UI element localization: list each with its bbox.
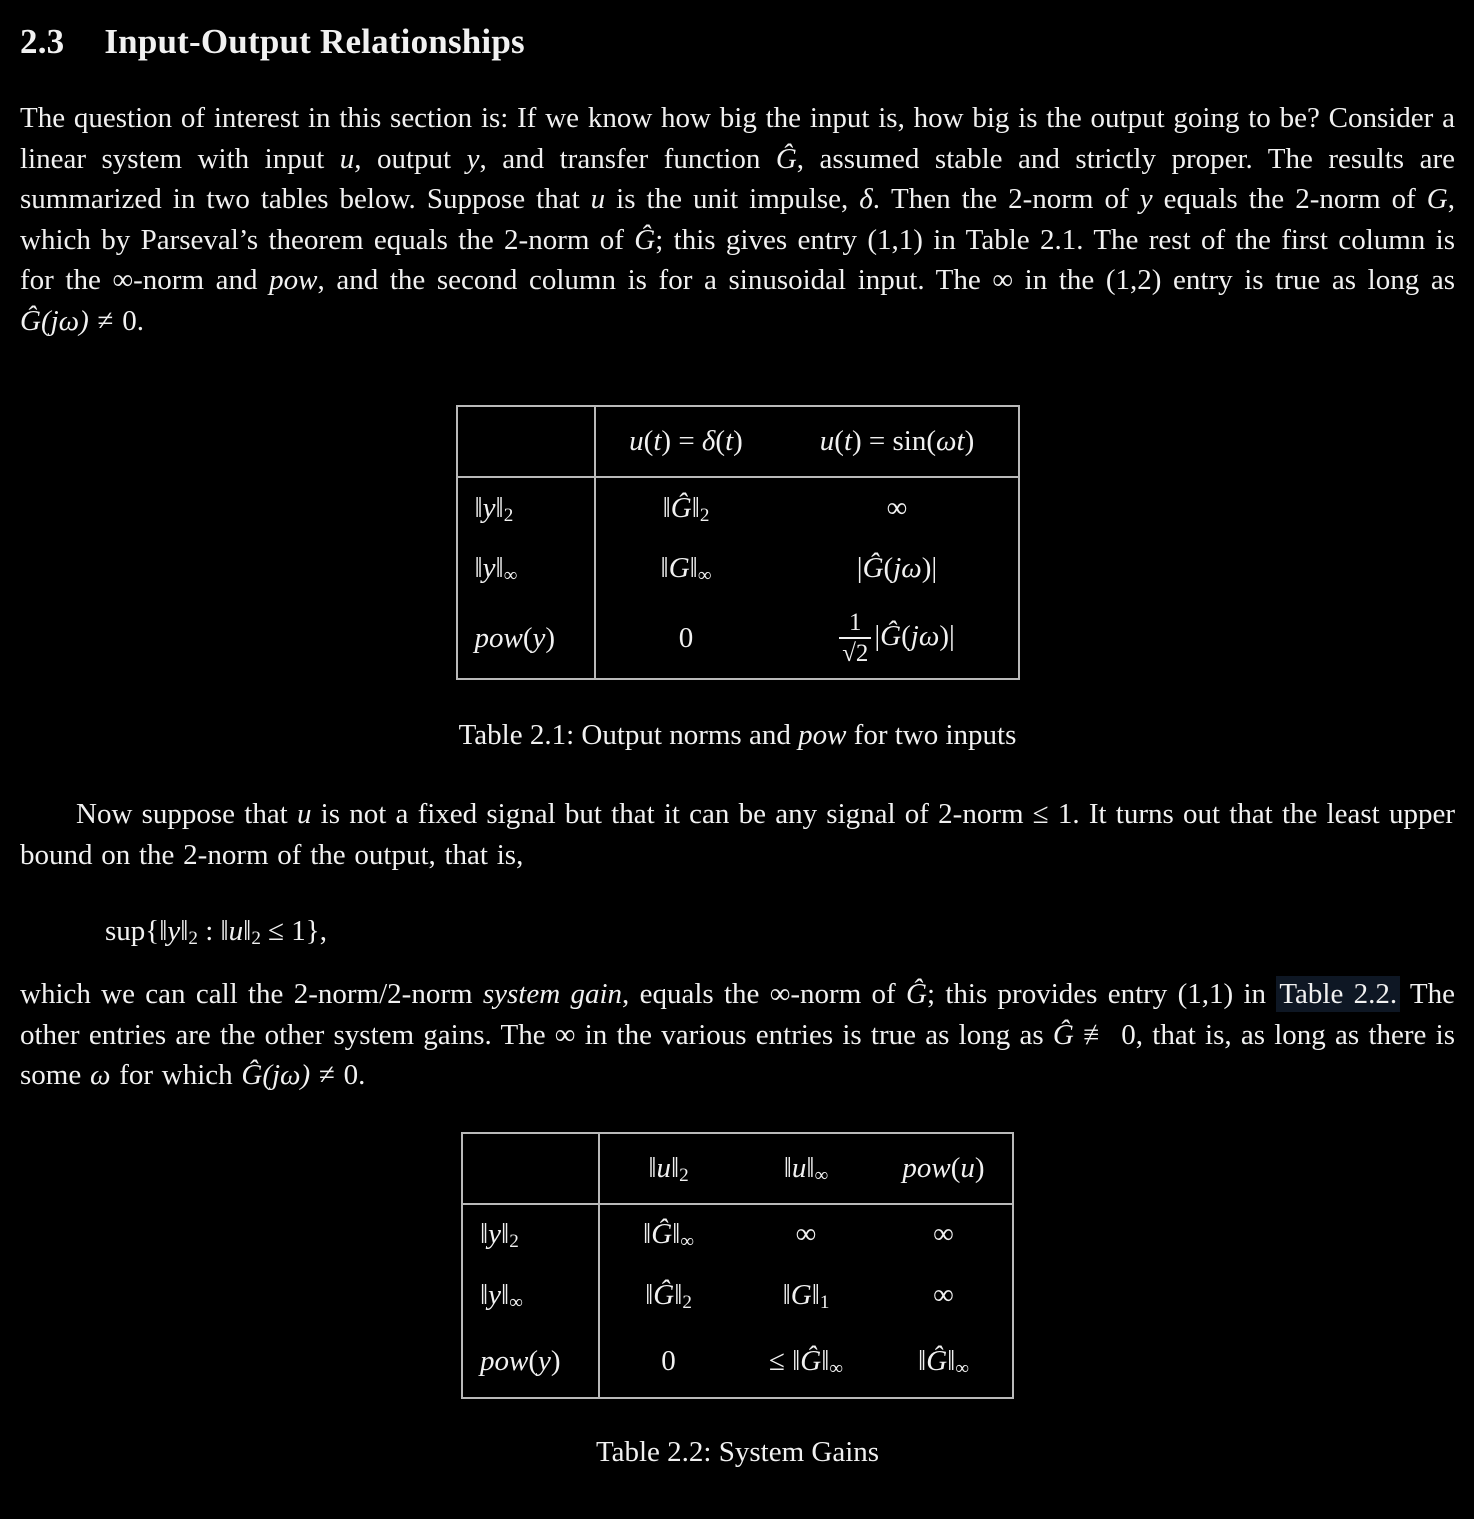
text-run: y <box>466 142 480 175</box>
text-run: Ĝ <box>775 142 797 175</box>
table-row <box>457 406 1019 477</box>
section-heading <box>20 22 1455 62</box>
text-run: ; this gives entry (1,1) in Table 2.1. The rest of the first column is for the ∞-norm and <box>20 223 1455 296</box>
text-run: y <box>532 622 546 654</box>
text-run: u <box>590 183 606 215</box>
table-row <box>462 1204 1013 1265</box>
text-run: y <box>1139 183 1153 215</box>
table-row <box>462 1133 1013 1204</box>
text-run: ‖ <box>480 1218 489 1250</box>
row-label-pow-y <box>462 1326 599 1398</box>
text-run: pow <box>474 622 523 654</box>
text-run: ) <box>964 425 975 457</box>
text-run: Ĝ <box>880 620 902 653</box>
table-2-2-wrapper <box>20 1132 1455 1399</box>
text-run: t <box>653 425 662 457</box>
text-run: t <box>725 425 734 457</box>
text-run: ( <box>643 425 654 457</box>
table-cell <box>777 599 1019 679</box>
table-cell <box>875 1204 1013 1265</box>
text-run: ‖ <box>648 1151 657 1184</box>
row-label-y-infnorm <box>457 538 595 599</box>
text-run: for two inputs <box>846 719 1017 751</box>
text-run: ‖ <box>645 1278 654 1311</box>
text-run: 2 <box>251 928 261 950</box>
text-run: δ <box>701 425 716 457</box>
fraction: $\frac{1}{√2}$ <box>839 609 871 668</box>
text-run: ω <box>89 1059 111 1091</box>
table-2-1-header-impulse <box>595 406 777 477</box>
table-2-1-header-sinusoid <box>777 406 1019 477</box>
text-run: )| <box>921 552 938 584</box>
text-run: ‖ <box>501 1278 510 1311</box>
text-run: ‖ <box>782 1278 791 1311</box>
section-title: Input-Output Relationships <box>104 22 525 61</box>
text-run: ) = sin( <box>852 425 937 457</box>
text-run: ‖ <box>674 1278 683 1311</box>
text-run: ) <box>545 622 556 654</box>
text-run: ‖ <box>947 1344 956 1377</box>
text-run: ( <box>834 425 844 457</box>
text-run: ) <box>733 425 743 457</box>
text-run: ) <box>974 1151 985 1184</box>
text-run: Ĝ <box>653 1278 675 1311</box>
text-run: ) = <box>661 425 702 457</box>
text-run: ‖ <box>691 491 700 524</box>
table-2-1-caption <box>20 716 1455 754</box>
text-run: ‖ <box>670 1151 680 1184</box>
text-run: Ĝ <box>634 223 656 256</box>
text-run: ‖ <box>501 1218 510 1250</box>
text-run: ≢ 0, that is, as long as there is some <box>20 1018 1455 1091</box>
text-run: ( <box>883 552 894 584</box>
text-run: 2 <box>679 1164 689 1186</box>
table-cell <box>599 1204 737 1265</box>
text-run: ‖ <box>689 552 698 584</box>
text-run: for which <box>110 1059 242 1091</box>
table-cell <box>737 1326 875 1398</box>
text-run: u <box>228 915 244 947</box>
text-run: : ‖ <box>197 915 229 947</box>
table-2-2-caption <box>20 1433 1455 1471</box>
sup-equation <box>105 909 1455 954</box>
text-run: u <box>656 1151 671 1184</box>
text-run: G <box>790 1278 812 1311</box>
text-run: ∞ <box>933 1278 954 1311</box>
text-run: 2 <box>188 928 198 950</box>
text-run: ( <box>528 1344 539 1377</box>
text-run: ∞ <box>955 1357 969 1379</box>
text-run: ) <box>550 1344 561 1377</box>
text-run: , and transfer function <box>479 142 776 175</box>
text-run: G <box>668 552 690 584</box>
text-run: 2 <box>503 504 514 526</box>
text-run: ‖ <box>918 1344 927 1377</box>
paragraph-system-gain <box>20 974 1455 1096</box>
text-run: )| <box>939 620 955 653</box>
text-run: u <box>819 425 835 457</box>
text-run: ‖ <box>672 1218 681 1250</box>
text-run: , assumed stable and strictly proper. The results are summarized in two tables below. Suppose that <box>20 142 1455 215</box>
table-2-1-wrapper <box>20 405 1455 680</box>
text-run: ‖ <box>662 491 671 524</box>
text-run: ‖ <box>180 915 189 947</box>
table-row <box>457 477 1019 538</box>
text-run: ∞ <box>509 1291 523 1313</box>
table-cell <box>777 538 1019 599</box>
text-run: ∞ <box>795 1218 817 1250</box>
text-run: ∞ <box>829 1357 844 1379</box>
table-2-2-header-u-infnorm <box>737 1133 875 1204</box>
text-run: 2 <box>682 1291 692 1313</box>
text-run: ≤ ‖ <box>768 1344 801 1377</box>
text-run: u <box>629 425 644 457</box>
text-run: u <box>296 798 312 830</box>
table-cell <box>875 1265 1013 1326</box>
row-label-y-2norm <box>462 1204 599 1265</box>
text-run: jω <box>910 620 940 653</box>
text-run: is the unit impulse, <box>605 183 860 215</box>
text-run: The other entries are the other system gains. The ∞ in the various entries is true as long as <box>20 978 1456 1051</box>
text-run: | <box>874 620 881 653</box>
text-run: ≠ 0. <box>88 304 144 337</box>
text-run: ≠ 0. <box>310 1059 366 1091</box>
text-run: u <box>339 142 355 175</box>
text-run: . Then the 2-norm of <box>872 183 1140 215</box>
text-run: ‖ <box>821 1344 830 1377</box>
text-run: y <box>488 1278 502 1311</box>
text-run: ∞ <box>680 1231 694 1253</box>
table-cell <box>737 1265 875 1326</box>
text-run: ‖ <box>474 491 483 524</box>
text-run: ‖ <box>811 1278 820 1311</box>
text-run: jω <box>893 552 922 584</box>
text-run: Ĝ(jω) <box>241 1059 311 1091</box>
text-run: Ĝ <box>800 1344 822 1377</box>
text-run: ‖ <box>660 552 669 584</box>
text-run: which we can call the 2-norm/2-norm <box>20 978 483 1010</box>
text-run: , equals the ∞-norm of <box>622 978 907 1010</box>
text-run: 2 <box>509 1231 519 1253</box>
table-cell <box>595 599 777 679</box>
text-run: ; this provides entry (1,1) in <box>926 978 1277 1010</box>
table-row <box>457 599 1019 679</box>
text-run: 0 <box>678 622 694 654</box>
text-run: ∞ <box>814 1164 829 1186</box>
text-run: system gain <box>482 978 623 1010</box>
text-run: ( <box>715 425 726 457</box>
text-run: Ĝ <box>1052 1018 1074 1051</box>
text-run: y <box>167 915 181 947</box>
text-run: pow <box>269 264 318 296</box>
text-run: ∞ <box>697 565 712 587</box>
text-run: pow <box>798 719 847 751</box>
text-run: 2 <box>699 504 710 526</box>
text-run: equals the 2-norm of <box>1152 183 1427 215</box>
text-run: , output <box>354 142 467 175</box>
text-run: y <box>482 552 496 584</box>
text-run: y <box>488 1218 502 1250</box>
text-run: Ĝ <box>651 1218 673 1250</box>
table-cell <box>595 477 777 538</box>
text-run: ‖ <box>806 1151 815 1184</box>
table-row <box>462 1265 1013 1326</box>
text-run: ‖ <box>243 915 252 947</box>
table-cell <box>777 477 1019 538</box>
text-run: ( <box>522 622 533 654</box>
row-label-pow-y <box>457 599 595 679</box>
text-run: Ĝ <box>926 1344 948 1377</box>
text-run: ωt <box>936 425 965 457</box>
text-run: y <box>482 491 496 524</box>
text-run: pow <box>902 1151 951 1184</box>
text-run: ‖ <box>474 552 483 584</box>
text-run: ‖ <box>495 552 504 584</box>
text-run: G <box>1426 183 1448 215</box>
text-run: pow <box>480 1344 529 1377</box>
text-run: Ĝ <box>906 978 927 1010</box>
text-run: δ <box>859 183 873 215</box>
text-run: 1 <box>819 1291 830 1313</box>
table-2-1 <box>456 405 1020 680</box>
text-run: ∞ <box>886 491 908 524</box>
table-cell <box>599 1265 737 1326</box>
text-run: t <box>843 425 852 457</box>
text-run: , which by Parseval’s theorem equals the 2-norm of <box>20 183 1455 256</box>
table-row <box>462 1326 1013 1398</box>
text-run: | <box>856 552 863 584</box>
text-run: y <box>538 1344 551 1377</box>
table-2-2-header-u-2norm <box>599 1133 737 1204</box>
text-run: ∞ <box>503 565 518 587</box>
text-run: is not a fixed signal but that it can be any signal of 2-norm ≤ 1. It turns out that the least upper bound on the 2-norm of the output, that is, <box>20 798 1455 871</box>
table-cell <box>599 1326 737 1398</box>
text-run: , and the second column is for a sinusoidal input. The ∞ in the (1,2) entry is true as long as <box>317 264 1455 296</box>
table-cell <box>737 1204 875 1265</box>
text-run: ( <box>901 620 911 653</box>
text-run: ≤ 1}, <box>260 915 327 947</box>
text-run: ∞ <box>933 1218 954 1250</box>
text-run: ‖ <box>495 491 504 524</box>
text-run: ‖ <box>480 1278 489 1311</box>
section-number: 2.3 <box>20 22 65 61</box>
table-cell <box>595 538 777 599</box>
text-run: Table 2.1: Output norms and <box>458 719 799 751</box>
table-2-2-link[interactable]: Table 2.2. <box>1276 976 1400 1012</box>
paragraph-intro <box>20 98 1455 341</box>
row-label-y-2norm <box>457 477 595 538</box>
text-run: Table 2.2: System Gains <box>595 1435 880 1468</box>
text-run: ‖ <box>643 1218 652 1250</box>
text-run: Ĝ <box>670 491 692 524</box>
text-run: ( <box>950 1151 961 1184</box>
text-run: u <box>791 1151 807 1184</box>
text-run: The question of interest in this section is: If we know how big the input is, how big is the output going to be? Consider a linear system with input <box>20 102 1455 175</box>
text-run: 0 <box>661 1344 676 1377</box>
paragraph-sup-intro <box>20 794 1455 875</box>
table-cell <box>875 1326 1013 1398</box>
text-run: sup{‖ <box>105 915 168 947</box>
text-run: Now suppose that <box>76 798 297 830</box>
table-2-1-corner-cell <box>457 406 595 477</box>
text-run: Ĝ(jω) <box>20 304 89 337</box>
table-row <box>457 538 1019 599</box>
text-run: u <box>960 1151 975 1184</box>
row-label-y-infnorm <box>462 1265 599 1326</box>
text-run: Ĝ <box>862 552 884 584</box>
text-run: ‖ <box>783 1151 792 1184</box>
table-2-2 <box>461 1132 1014 1399</box>
table-2-2-header-pow-u <box>875 1133 1013 1204</box>
table-2-2-corner-cell <box>462 1133 599 1204</box>
